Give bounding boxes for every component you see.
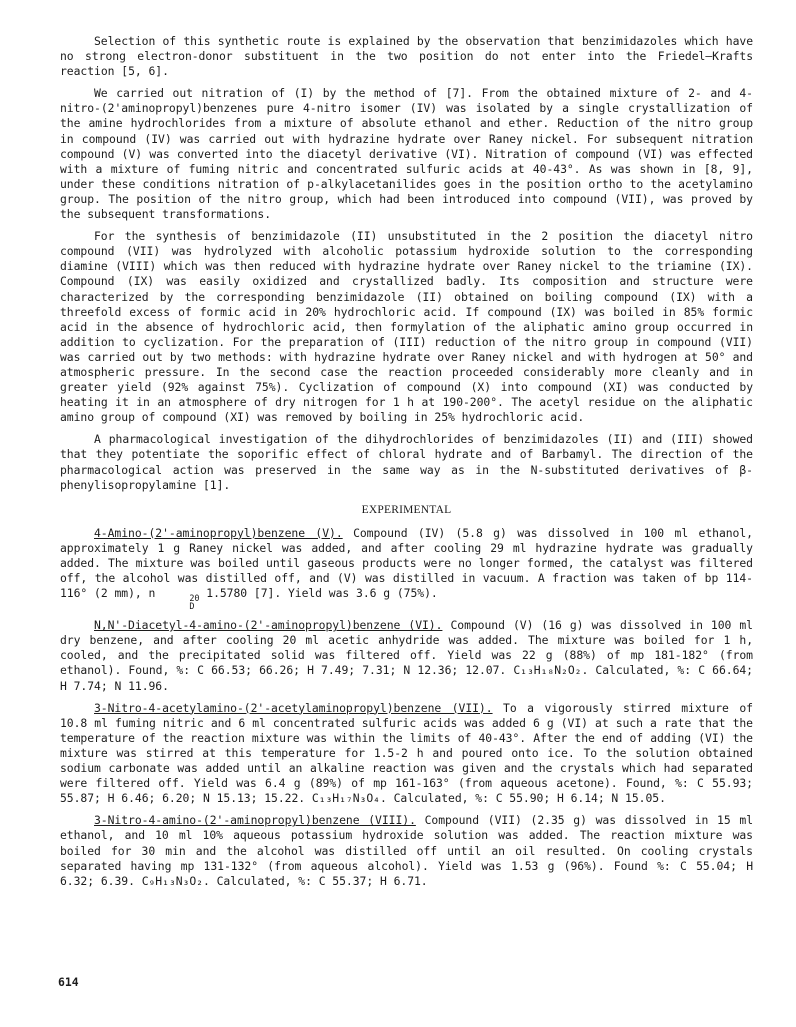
- section-heading-experimental: EXPERIMENTAL: [361, 503, 452, 516]
- experimental-entry-v: [60, 526, 753, 611]
- document-page: [60, 34, 753, 896]
- experimental-entry-vii: [60, 701, 753, 807]
- experimental-text-vii: To a vigorously stirred mixture of 10.8 ml fuming nitric and 6 ml concentrated sulfuric acids was added 6 g (VI) at such a rate that the temperature of the reaction mixture was within the limits of 40-43°. After the end of adding (VI) the mixture was stirred at this temperature for 1.5-2 h and poured onto ice. To the solution obtained sodium carbonate was added until an alkaline reaction was given and the crystals which had separated were filtered off. Yield was 6.4 g (89%) of mp 161-163° (from aqueous acetone). Found, %: C 55.93; 55.87; H 6.46; 6.20; N 15.13; 15.22. C₁₃H₁₇N₃O₄. Calculated, %: C 55.90; H 6.14; N 15.05.: [60, 700, 753, 806]
- paragraph-3: For the synthesis of benzimidazole (II) unsubstituted in the 2 position the diacetyl nitro compound (VII) was hydrolyzed with alcoholic potassium hydroxide solution to the corresponding diamine (VIII) which was then reduced with hydrazine hydrate over Raney nickel to the triamine (IX). Compound (IX) was easily oxidized and crystallized badly. Its composition and structure were characterized by the corresponding benzimidazole (II) obtained on boiling compound (IX) with a threefold excess of formic acid in 20% hydrochloric acid. If compound (IX) was boiled in 85% formic acid in the absence of hydrochloric acid, then formylation of the aliphatic amino group occurred in addition to cyclization. For the preparation of (III) reduction of the nitro group in compound (VII) was carried out by two methods: with hydrazine hydrate over Raney nickel and with hydrogen at 50° and atmospheric pressure. In the second case the reaction proceeded considerably more cleanly and in greater yield (92% against 75%). Cyclization of compound (X) into compound (XI) was conducted by heating it in an atmosphere of dry nitrogen for 1 h at 190-200°. The acetyl residue on the aliphatic amino group of compound (XI) was removed by boiling in 25% hydrochloric acid.: [60, 229, 753, 425]
- compound-name-v: 4-Amino-(2'-aminopropyl)benzene (V).: [94, 525, 343, 540]
- experimental-text-v-post: 1.5780 [7]. Yield was 3.6 g (75%).: [199, 586, 438, 601]
- refractive-index-sup: 20: [189, 594, 200, 605]
- experimental-text-viii: Compound (VII) (2.35 g) was dissolved in 15 ml ethanol, and 10 ml 10% aqueous potassium hydroxide solution was added. The reaction mixture was boiled for 30 min and the alcohol was distilled off until an oil resulted. On cooling crystals separated having mp 131-132° (from aqueous alcohol). Yield was 1.53 g (96%). Found %: C 55.04; H 6.32; 6.39. C₉H₁₃N₃O₂. Calculated, %: C 55.37; H 6.71.: [60, 813, 753, 888]
- paragraph-2: We carried out nitration of (I) by the method of [7]. From the obtained mixture of 2- and 4-nitro-(2'aminopropyl)benzenes pure 4-nitro isomer (IV) was isolated by a single crystallization of the amine hydrochlorides from a mixture of absolute ethanol and ether. Reduction of the nitro group in compound (IV) was carried out with hydrazine hydrate over Raney nickel. For subsequent nitration compound (V) was converted into the diacetyl derivative (VI). Nitration of compound (VI) was effected with a mixture of fuming nitric and concentrated sulfuric acids at 40-43°. As was shown in [8, 9], under these conditions nitration of p-alkylacetanilides goes in the position ortho to the acetylamino group. The position of the nitro group, which had been introduced into compound (VII), was proved by the subsequent transformations.: [60, 86, 753, 222]
- experimental-text-vi: Compound (V) (16 g) was dissolved in 100 ml dry benzene, and after cooling 20 ml acetic anhydride was added. The mixture was boiled for 1 h, cooled, and the precipitated solid was filtered off. Yield was 22 g (88%) of mp 181-182° (from ethanol). Found, %: C 66.53; 66.26; H 7.49; 7.31; N 12.36; 12.07. C₁₃H₁₈N₂O₂. Calculated, %: C 66.64; H 7.74; N 11.96.: [60, 618, 753, 693]
- compound-name-vi: N,N'-Diacetyl-4-amino-(2'-aminopropyl)benzene (VI).: [94, 618, 443, 633]
- page-number: 614: [58, 975, 79, 989]
- compound-name-viii: 3-Nitro-4-amino-(2'-aminopropyl)benzene (VIII).: [94, 813, 416, 828]
- experimental-entry-vi: [60, 618, 753, 693]
- experimental-entry-viii: [60, 813, 753, 888]
- experimental-text-v-pre: Compound (IV) (5.8 g) was dissolved in 100 ml ethanol, approximately 1 g Raney nickel was added, and after cooling 29 ml hydrazine hydrate was gradually added. The mixture was boiled until gaseous products were no longer formed, the catalyst was filtered off, the alcohol was distilled off, and (V) was distilled in vacuum. A fraction was taken of bp 114-116° (2 mm), n: [60, 525, 753, 601]
- refractive-index-sub: D: [189, 602, 195, 613]
- paragraph-4: A pharmacological investigation of the dihydrochlorides of benzimidazoles (II) and (III) showed that they potentiate the soporific effect of chloral hydrate and of Barbamyl. The direction of the pharmacological action was preserved in the same way as in the N-substituted derivatives of β-phenylisopropylamine [1].: [60, 432, 753, 492]
- paragraph-1: Selection of this synthetic route is explained by the observation that benzimidazoles which have no strong electron-donor substituent in the two position do not enter into the Friedel–Krafts reaction [5, 6].: [60, 34, 753, 79]
- refractive-index-indices: [155, 595, 199, 611]
- compound-name-vii: 3-Nitro-4-acetylamino-(2'-acetylaminopropyl)benzene (VII).: [94, 700, 493, 715]
